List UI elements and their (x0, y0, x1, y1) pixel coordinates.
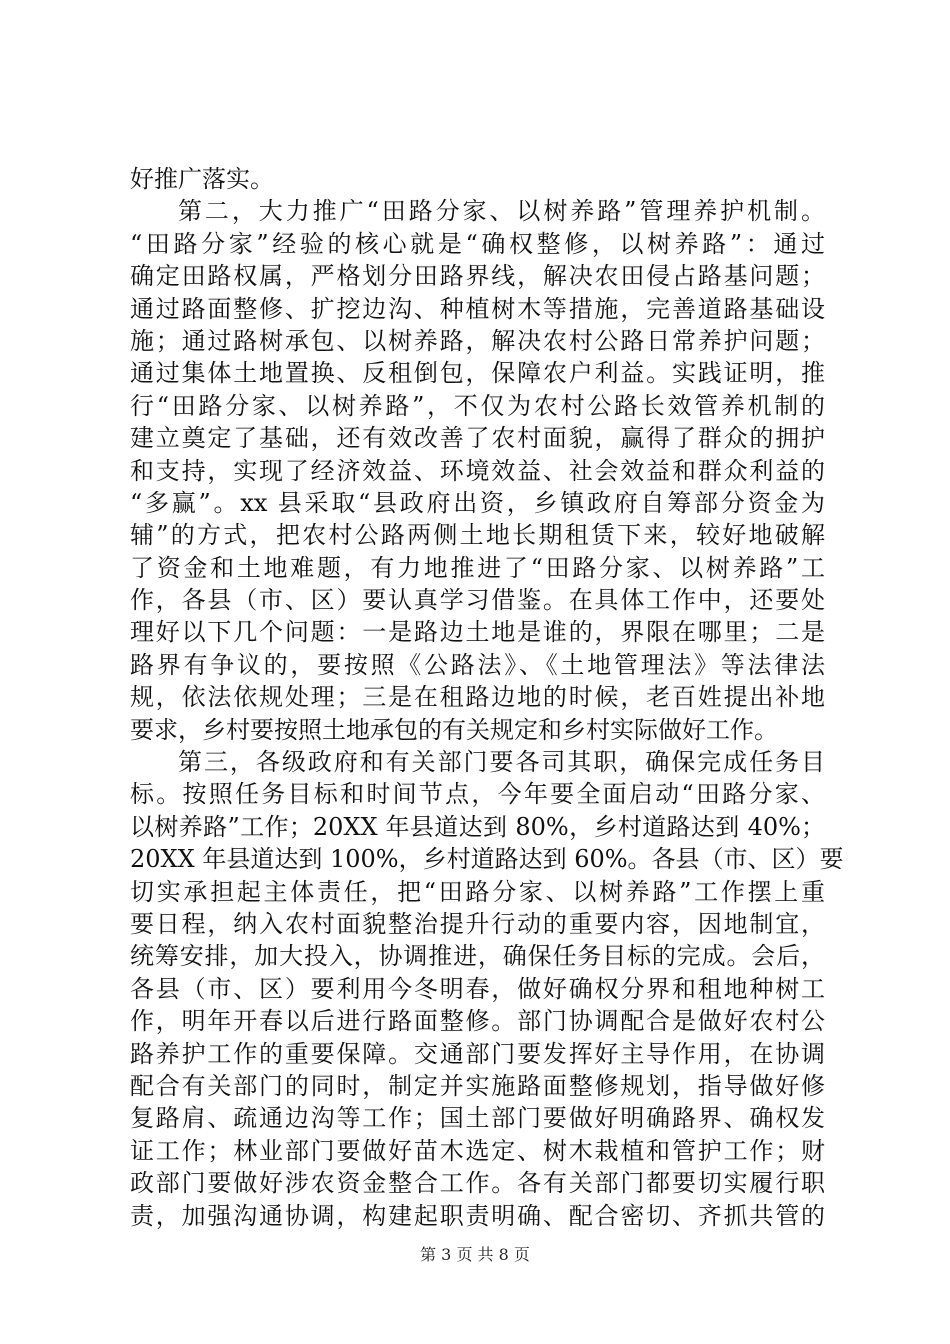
text-line: 要日程，纳入农村面貌整治提升行动的重要内容，因地制宜， (130, 909, 825, 938)
text-line: 切实承担起主体责任，把“田路分家、以树养路”工作摆上重 (130, 877, 825, 906)
text-line: 通过集体土地置换、反租倒包，保障农户利益。实践证明，推 (130, 359, 825, 388)
text-line: 第二，大力推广“田路分家、以树养路”管理养护机制。 (178, 197, 825, 226)
text-line: 20XX 年县道达到 100%，乡村道路达到 60%。各县（市、区）要 (130, 845, 844, 874)
document-body (130, 163, 844, 1232)
text-line: 好推广落实。 (130, 165, 274, 193)
text-line: 行“田路分家、以树养路”，不仅为农村公路长效管养机制的 (130, 391, 825, 420)
text-line: “多赢”。xx 县采取“县政府出资，乡镇政府自筹部分资金为 (130, 488, 825, 517)
text-line: 路界有争议的，要按照《公路法》、《土地管理法》等法律法 (130, 650, 825, 679)
text-line: 各县（市、区）要利用今冬明春，做好确权分界和租地种树工 (130, 974, 825, 1003)
text-line: 建立奠定了基础，还有效改善了农村面貌，赢得了群众的拥护 (130, 424, 825, 453)
text-line: 证工作；林业部门要做好苗木选定、树木栽植和管护工作；财 (130, 1136, 825, 1165)
text-line: 政部门要做好涉农资金整合工作。各有关部门都要切实履行职 (130, 1169, 825, 1198)
text-line: 统筹安排，加大投入，协调推进，确保任务目标的完成。会后， (130, 942, 825, 971)
text-line: 要求，乡村要按照土地承包的有关规定和乡村实际做好工作。 (130, 715, 778, 744)
text-line: 了资金和土地难题，有力地推进了“田路分家、以树养路”工 (130, 553, 825, 582)
text-line: 以树养路”工作；20XX 年县道达到 80%，乡村道路达到 40%； (130, 812, 825, 841)
text-line: 作，各县（市、区）要认真学习借鉴。在具体工作中，还要处 (130, 586, 825, 615)
text-line: 规，依法依规处理；三是在租路边地的时候，老百姓提出补地 (130, 683, 825, 712)
text-line: 路养护工作的重要保障。交通部门要发挥好主导作用，在协调 (130, 1039, 825, 1068)
text-line: 配合有关部门的同时，制定并实施路面整修规划，指导做好修 (130, 1071, 825, 1100)
text-line: 作，明年开春以后进行路面整修。部门协调配合是做好农村公 (130, 1007, 825, 1036)
text-line: “田路分家”经验的核心就是“确权整修，以树养路”：通过 (130, 229, 825, 258)
text-line: 复路肩、疏通边沟等工作；国土部门要做好明确路界、确权发 (130, 1104, 825, 1133)
text-line: 理好以下几个问题：一是路边土地是谁的，界限在哪里；二是 (130, 618, 825, 647)
text-line: 辅”的方式，把农村公路两侧土地长期租赁下来，较好地破解 (130, 521, 825, 550)
text-line: 施；通过路树承包、以树养路，解决农村公路日常养护问题； (130, 326, 825, 355)
text-line: 责，加强沟通协调，构建起职责明确、配合密切、齐抓共管的 (130, 1201, 825, 1230)
text-line: 第三，各级政府和有关部门要各司其职，确保完成任务目 (178, 748, 825, 777)
text-line: 确定田路权属，严格划分田路界线，解决农田侵占路基问题； (130, 262, 825, 291)
text-line: 标。按照任务目标和时间节点，今年要全面启动“田路分家、 (130, 780, 825, 809)
text-line: 通过路面整修、扩挖边沟、种植树木等措施，完善道路基础设 (130, 294, 825, 323)
text-line: 和支持，实现了经济效益、环境效益、社会效益和群众利益的 (130, 456, 825, 485)
page-footer: 第 3 页 共 8 页 (420, 1245, 530, 1264)
